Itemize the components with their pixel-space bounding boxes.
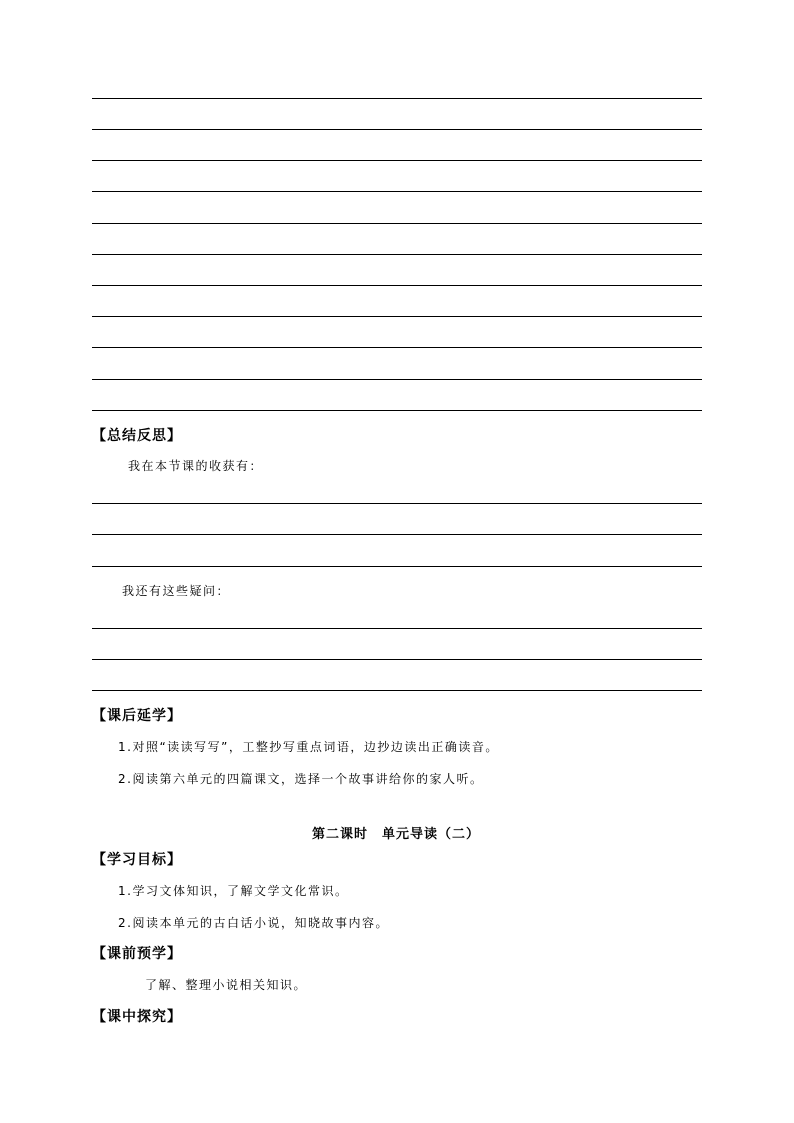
goal-item: 2.阅读本单元的古白话小说，知晓故事内容。 [118, 916, 389, 930]
writing-line [92, 160, 702, 161]
writing-line [92, 316, 702, 317]
writing-line [92, 534, 702, 535]
gains-prompt: 我在本节课的收获有： [128, 459, 264, 473]
writing-line [92, 191, 702, 192]
writing-line [92, 690, 702, 691]
writing-line [92, 628, 702, 629]
questions-prompt: 我还有这些疑问： [122, 584, 231, 598]
preview-heading: 【课前预学】 [92, 946, 182, 962]
writing-line [92, 566, 702, 567]
writing-line [92, 503, 702, 504]
writing-line [92, 347, 702, 348]
summary-heading: 【总结反思】 [92, 428, 182, 444]
goals-heading: 【学习目标】 [92, 852, 182, 868]
writing-line [92, 98, 702, 99]
writing-line [92, 129, 702, 130]
writing-line [92, 659, 702, 660]
after-class-item: 1.对照“读读写写”，工整抄写重点词语，边抄边读出正确读音。 [118, 740, 499, 754]
lesson2-title: 第二课时 单元导读（二） [312, 827, 481, 842]
after-class-item: 2.阅读第六单元的四篇课文，选择一个故事讲给你的家人听。 [118, 772, 484, 786]
writing-line [92, 285, 702, 286]
preview-text: 了解、整理小说相关知识。 [145, 978, 308, 992]
writing-line [92, 379, 702, 380]
writing-line [92, 410, 702, 411]
writing-line [92, 254, 702, 255]
after-class-heading: 【课后延学】 [92, 708, 182, 724]
explore-heading: 【课中探究】 [92, 1009, 182, 1025]
goal-item: 1.学习文体知识，了解文学文化常识。 [118, 884, 349, 898]
writing-line [92, 223, 702, 224]
